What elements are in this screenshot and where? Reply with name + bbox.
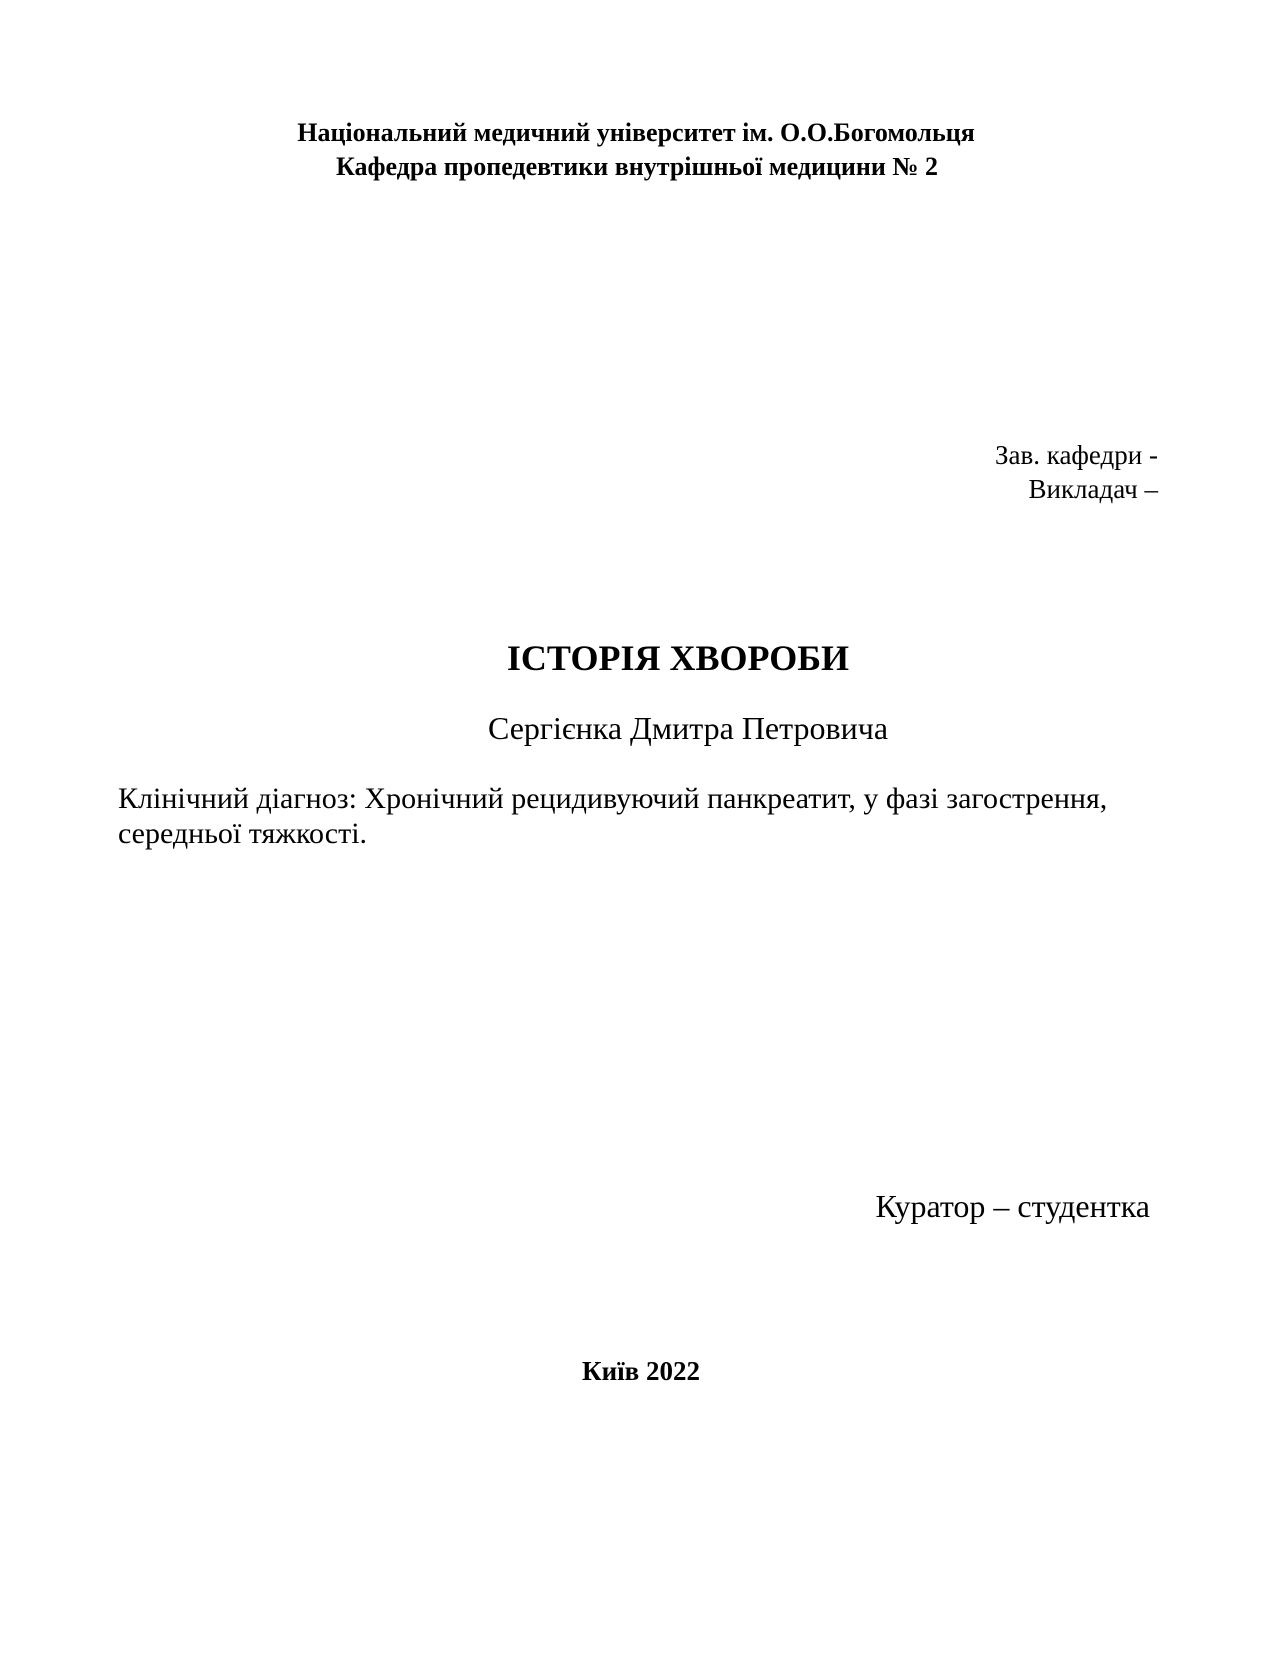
lecturer-label: Викладач – (1028, 474, 1158, 504)
document-title: ІСТОРІЯ ХВОРОБИ (506, 638, 850, 678)
institution-header (0, 116, 1280, 184)
staff-block (995, 438, 1158, 506)
curator-label: Куратор – студентка (875, 1188, 1150, 1224)
city-year: Київ 2022 (582, 1356, 700, 1386)
clinical-diagnosis: Клінічний діагноз: Хронічний рецидивуючий панкреатит, у фазі загострення, середньої тяжкості. (118, 782, 1108, 850)
university-name: Національний медичний університет ім. О.О.Богомольця (297, 118, 975, 147)
department-name: Кафедра пропедевтики внутрішньої медицини № 2 (335, 152, 938, 181)
head-of-department-label: Зав. кафедри - (994, 440, 1158, 470)
patient-name: Сергієнка Дмитра Петровича (487, 710, 889, 746)
